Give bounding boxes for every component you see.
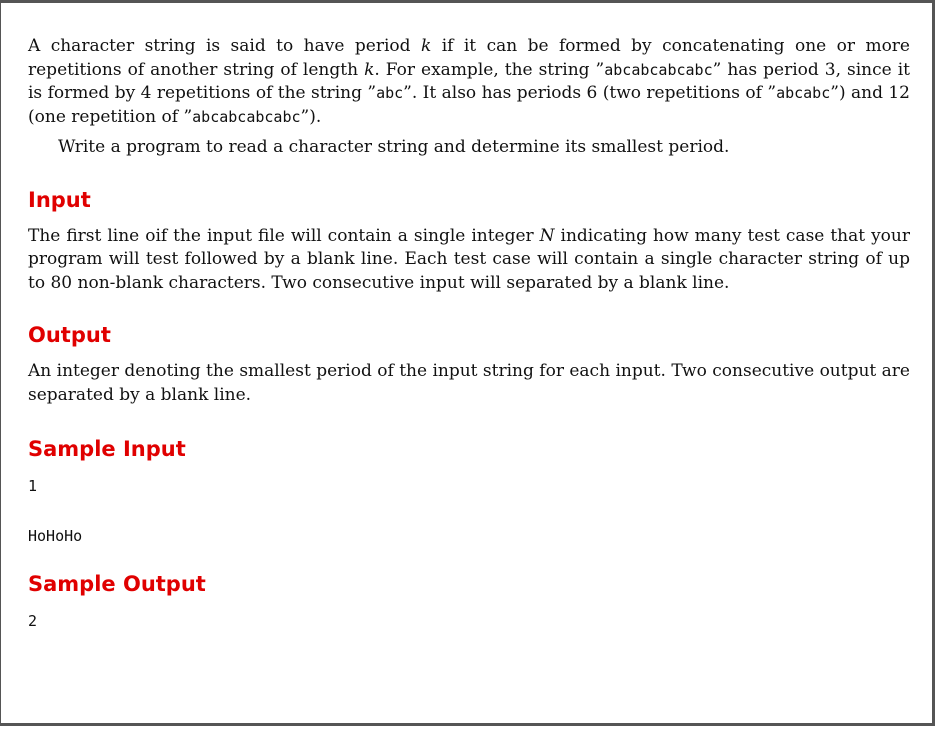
output-heading: Output xyxy=(28,323,111,347)
problem-statement xyxy=(28,33,910,631)
intro-text: ”. It also has periods 6 (two repetitions of ” xyxy=(403,83,777,103)
sample-output-heading: Sample Output xyxy=(28,572,206,596)
math-n: N xyxy=(539,225,555,246)
intro-text: A character string is said to have period xyxy=(28,36,421,56)
input-text: The first line oif the input file will contain a single integer xyxy=(28,225,540,246)
math-k: k xyxy=(420,36,432,56)
math-k: k xyxy=(364,59,375,80)
sample-input-line: 1 xyxy=(28,477,38,495)
intro-text: if it can be formed by concatenating one or more repetitions of another string of length xyxy=(28,36,910,80)
intro-paragraph xyxy=(28,35,910,129)
intro-text: ”). xyxy=(300,106,322,127)
code-string: abcabcabcabc xyxy=(604,60,713,79)
sample-input-heading: Sample Input xyxy=(28,437,186,461)
task-paragraph: Write a program to read a character string and determine its smallest period. xyxy=(58,137,730,157)
code-string: abcabcabcabc xyxy=(192,107,301,126)
output-description: An integer denoting the smallest period of the input string for each input. Two consecutive output are separated by a blank line. xyxy=(28,361,910,405)
sample-input-line: HoHoHo xyxy=(28,527,83,545)
intro-text: ”) and 12 (one repetition of ” xyxy=(28,83,910,127)
input-heading: Input xyxy=(28,187,91,212)
intro-text: ” has period 3, since it is formed by 4 repetitions of the string ” xyxy=(28,59,910,103)
input-description xyxy=(28,225,910,296)
sample-output-line: 2 xyxy=(28,612,38,630)
intro-text: . For example, the string ” xyxy=(374,59,605,80)
input-text: indicating how many test case that your program will test followed by a blank line. Each test case will contain a single character string of up to 80 non-blank characters. Two consecutive input will separated by a blank line. xyxy=(28,225,910,293)
code-string: abcabc xyxy=(776,84,831,102)
code-string: abc xyxy=(376,84,404,102)
